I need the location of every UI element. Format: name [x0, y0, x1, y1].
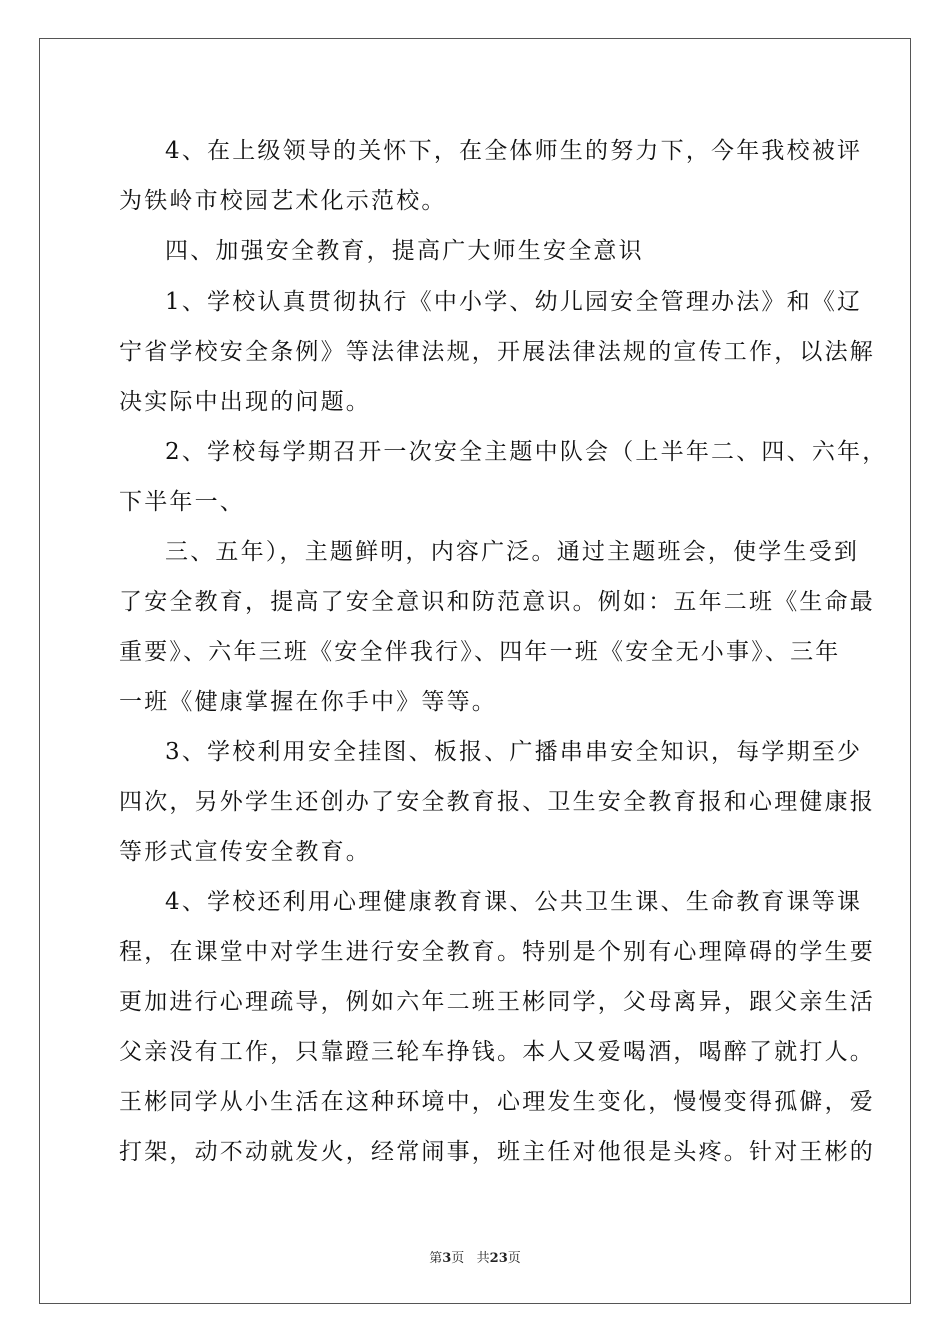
text-line: 重要》、六年三班《安全伴我行》、四年一班《安全无小事》、三年 [119, 639, 841, 665]
text-line: 1、学校认真贯彻执行《中小学、幼儿园安全管理办法》和《辽 [165, 289, 863, 315]
text-line: 了安全教育，提高了安全意识和防范意识。例如：五年二班《生命最 [119, 589, 875, 615]
text-line: 打架，动不动就发火，经常闹事，班主任对他很是头疼。针对王彬的 [119, 1139, 875, 1165]
text-line: 三、五年），主题鲜明，内容广泛。通过主题班会，使学生受到 [165, 539, 860, 565]
section-heading: 四、加强安全教育，提高广大师生安全意识 [165, 238, 644, 264]
text-line: 为铁岭市校园艺术化示范校。 [119, 188, 447, 214]
footer-page-number: 3 [442, 1251, 452, 1266]
text-line: 一班《健康掌握在你手中》等等。 [119, 689, 497, 715]
text-line: 4、学校还利用心理健康教育课、公共卫生课、生命教育课等课 [165, 889, 863, 915]
text-line: 4、在上级领导的关怀下，在全体师生的努力下，今年我校被评 [165, 138, 863, 164]
text-line: 决实际中出现的问题。 [119, 389, 371, 415]
text-line: 3、学校利用安全挂图、板报、广播串串安全知识，每学期至少 [165, 739, 863, 765]
text-line: 父亲没有工作，只靠蹬三轮车挣钱。本人又爱喝酒，喝醉了就打人。 [119, 1039, 875, 1065]
text-line: 2、学校每学期召开一次安全主题中队会（上半年二、四、六年， [165, 439, 888, 465]
page-footer [0, 1247, 950, 1266]
text-line: 程，在课堂中对学生进行安全教育。特别是个别有心理障碍的学生要 [119, 939, 875, 965]
footer-mid: 页 共 [451, 1251, 490, 1266]
text-line: 王彬同学从小生活在这种环境中，心理发生变化，慢慢变得孤僻，爱 [119, 1089, 875, 1115]
footer-prefix: 第 [429, 1251, 443, 1266]
footer-suffix: 页 [507, 1251, 521, 1266]
text-line: 宁省学校安全条例》等法律法规，开展法律法规的宣传工作，以法解 [119, 339, 875, 365]
text-line: 等形式宣传安全教育。 [119, 839, 371, 865]
text-line: 下半年一、 [119, 489, 245, 515]
text-line: 四次，另外学生还创办了安全教育报、卫生安全教育报和心理健康报 [119, 789, 875, 815]
text-line: 更加进行心理疏导，例如六年二班王彬同学，父母离异，跟父亲生活 [119, 989, 875, 1015]
footer-total-pages: 23 [489, 1251, 508, 1266]
